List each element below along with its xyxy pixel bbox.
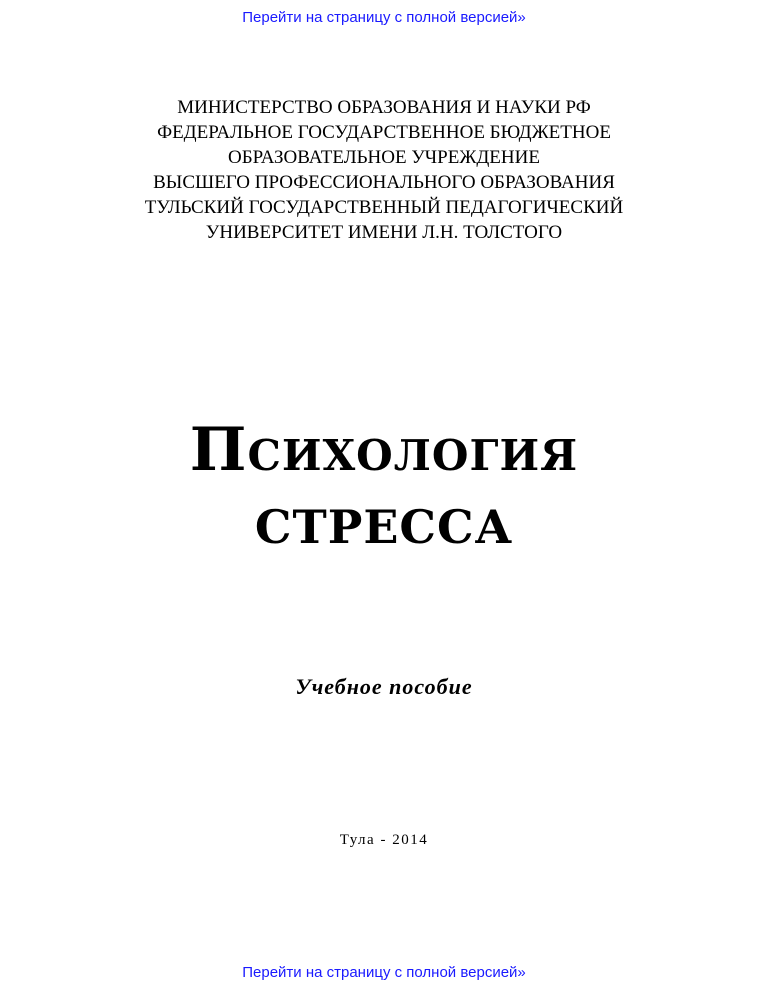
header-line: УНИВЕРСИТЕТ ИМЕНИ Л.Н. ТОЛСТОГО <box>205 222 563 243</box>
book-title-second-line: СТРЕССА <box>254 500 514 554</box>
header-line: ТУЛЬСКИЙ ГОСУДАРСТВЕННЫЙ ПЕДАГОГИЧЕСКИЙ <box>144 197 624 218</box>
header-line: МИНИСТЕРСТВО ОБРАЗОВАНИЯ И НАУКИ РФ <box>177 97 591 118</box>
city-and-year: Тула - 2014 <box>339 832 429 848</box>
book-type: Учебное пособие <box>295 674 473 699</box>
book-title: Психология <box>189 415 579 485</box>
full-version-link-bottom[interactable]: Перейти на страницу с полной версией» <box>242 964 526 981</box>
header-line: ФЕДЕРАЛЬНОЕ ГОСУДАРСТВЕННОЕ БЮДЖЕТНОЕ <box>157 122 611 143</box>
full-version-link-top[interactable]: Перейти на страницу с полной версией» <box>242 9 526 26</box>
header-line: ОБРАЗОВАТЕЛЬНОЕ УЧРЕЖДЕНИЕ <box>228 147 540 168</box>
institution-header <box>0 95 768 245</box>
header-line: ВЫСШЕГО ПРОФЕССИОНАЛЬНОГО ОБРАЗОВАНИЯ <box>153 172 615 193</box>
